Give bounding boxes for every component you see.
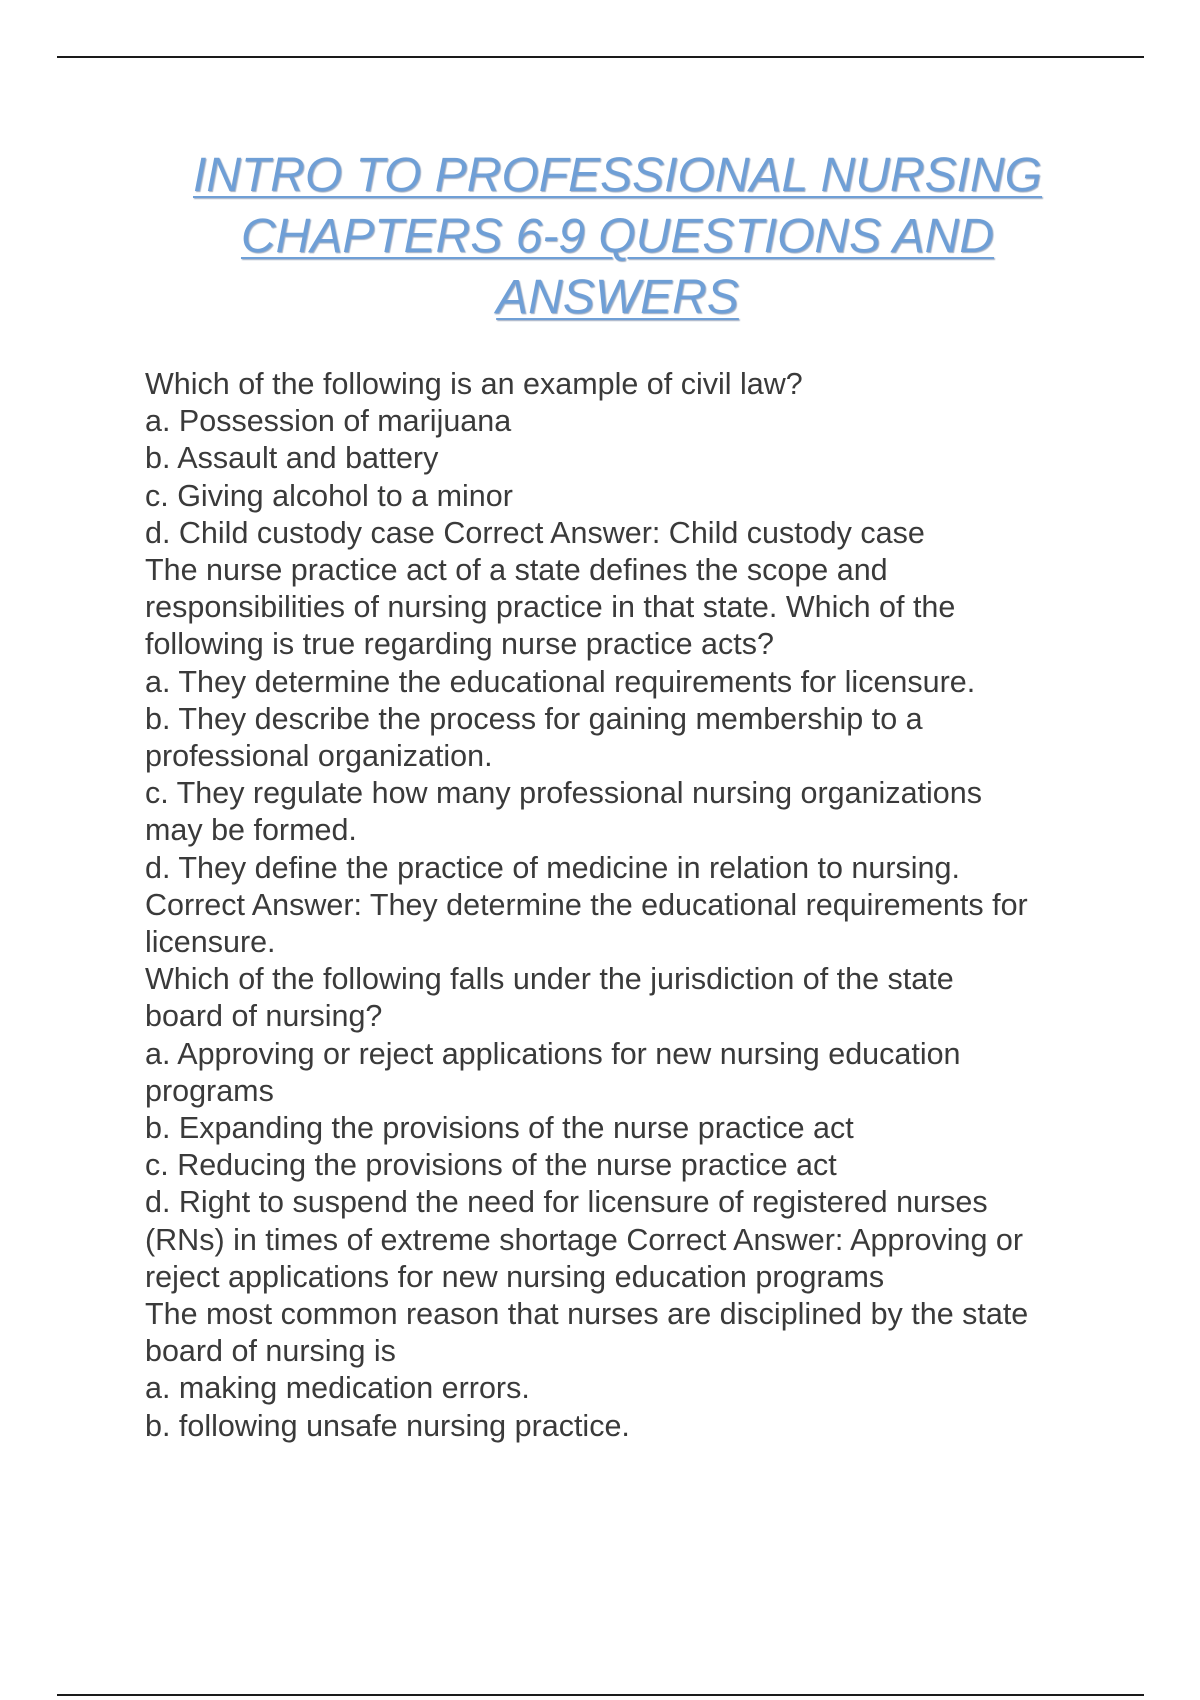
question-3-stem: Which of the following falls under the jurisdiction of the state — [145, 962, 954, 997]
question-3-option-d-answer: (RNs) in times of extreme shortage Correct Answer: Approving or — [145, 1222, 1024, 1257]
question-2-option-b: professional organization. — [145, 739, 493, 774]
document-title — [120, 145, 1115, 328]
question-3-option-b: b. Expanding the provisions of the nurse practice act — [145, 1111, 854, 1146]
question-2-option-c: may be formed. — [145, 813, 357, 848]
question-2-option-c: c. They regulate how many professional nursing organizations — [145, 776, 982, 811]
question-1-stem: Which of the following is an example of civil law? — [145, 367, 803, 401]
question-2-answer: Correct Answer: They determine the educational requirements for — [145, 887, 1028, 922]
question-4-stem: board of nursing is — [145, 1334, 396, 1369]
top-divider — [57, 56, 1144, 58]
question-2-option-a: a. They determine the educational requirements for licensure. — [145, 664, 976, 699]
question-2-stem: responsibilities of nursing practice in that state. Which of the — [145, 590, 956, 625]
question-1-option-b: b. Assault and battery — [145, 441, 439, 476]
question-4-option-a: a. making medication errors. — [145, 1371, 530, 1406]
title-line: INTRO TO PROFESSIONAL NURSING — [192, 149, 1043, 202]
title-line: CHAPTERS 6-9 QUESTIONS AND — [240, 210, 995, 263]
question-1-option-c: c. Giving alcohol to a minor — [145, 478, 513, 513]
question-2-stem: The nurse practice act of a state defines the scope and — [145, 553, 888, 588]
question-3-option-a: programs — [145, 1073, 274, 1108]
question-3-answer: reject applications for new nursing education programs — [145, 1259, 885, 1294]
question-2-option-b: b. They describe the process for gaining membership to a — [145, 701, 923, 736]
question-3-stem: board of nursing? — [145, 999, 383, 1034]
question-2-answer: licensure. — [145, 925, 276, 960]
title-line: ANSWERS — [496, 271, 739, 324]
bottom-divider — [57, 1694, 1144, 1696]
question-3-option-a: a. Approving or reject applications for new nursing education — [145, 1036, 961, 1071]
question-1-option-d-answer: d. Child custody case Correct Answer: Child custody case — [145, 515, 925, 550]
document-body — [145, 366, 1145, 1445]
question-3-option-d: d. Right to suspend the need for licensure of registered nurses — [145, 1185, 988, 1220]
question-3-option-c: c. Reducing the provisions of the nurse practice act — [145, 1148, 837, 1183]
question-2-stem: following is true regarding nurse practice acts? — [145, 627, 774, 662]
question-1-option-a: a. Possession of marijuana — [145, 404, 512, 439]
question-4-option-b: b. following unsafe nursing practice. — [145, 1408, 630, 1443]
question-2-option-d: d. They define the practice of medicine in relation to nursing. — [145, 850, 960, 885]
question-4-stem: The most common reason that nurses are disciplined by the state — [145, 1297, 1029, 1332]
